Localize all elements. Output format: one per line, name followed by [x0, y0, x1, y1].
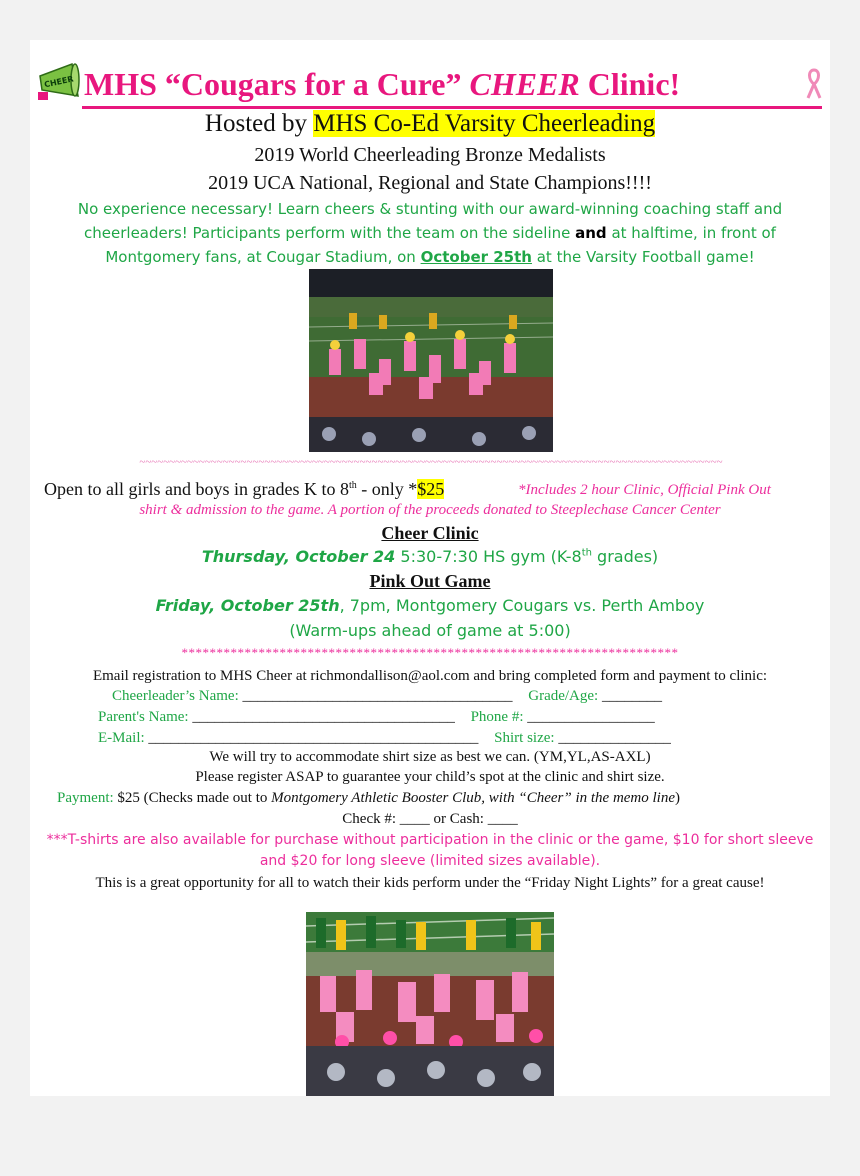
clinic-details [30, 547, 830, 566]
tshirt-line-1: ***T-shirts are also available for purchase without participation in the clinic or the game, $10 for short sleeve [46, 832, 814, 848]
asap-note: Please register ASAP to guarantee your child’s spot at the clinic and shirt size. [195, 769, 665, 785]
champions-line: 2019 UCA National, Regional and State Champions!!!! [208, 172, 652, 194]
parent-name-field[interactable]: ___________________________________ [192, 709, 455, 725]
open-sup: th [348, 480, 357, 491]
hosted-highlight: MHS Co-Ed Varsity Cheerleading [313, 110, 656, 137]
grade-age-field[interactable]: ________ [601, 688, 662, 704]
shirt-size-label: Shirt size: [494, 730, 555, 746]
intro-line-1: No experience necessary! Learn cheers & stunting with our award-winning coaching staff and [77, 200, 783, 218]
check-cash-line: Check #: ____ or Cash: ____ [342, 811, 518, 827]
pink-ribbon-icon [806, 68, 822, 100]
game-details [30, 596, 830, 615]
cheer-team-photo-1 [309, 269, 553, 452]
payment-line [57, 790, 680, 807]
cheerleader-name-field[interactable]: ____________________________________ [242, 688, 513, 704]
intro-date: October 25th [420, 248, 532, 266]
email-registration-line: Email registration to MHS Cheer at richmondallison@aol.com and bring completed form and payment to clinic: [92, 668, 768, 684]
intro-line-3 [30, 248, 830, 266]
phone-field[interactable]: _________________ [527, 709, 655, 725]
payment-text-a: $25 (Checks made out to [113, 790, 272, 806]
warmup-line: (Warm-ups ahead of game at 5:00) [289, 621, 571, 640]
parent-name-row [98, 709, 655, 726]
intro-and: and [575, 224, 607, 242]
email-field[interactable]: ____________________________________________ [148, 730, 479, 746]
hosted-prefix: Hosted by [204, 110, 314, 137]
title-underline [82, 106, 822, 109]
cheerleader-name-row [112, 688, 662, 705]
game-day: Friday, October 25th [155, 596, 340, 615]
intro-line-3a: Montgomery fans, at Cougar Stadium, on [105, 248, 421, 266]
pink-out-heading: Pink Out Game [369, 571, 491, 591]
clinic-sup: th [581, 547, 592, 559]
intro-line-3b: at the Varsity Football game! [531, 248, 755, 266]
title-part2: Clinic! [579, 66, 681, 102]
closing-line: This is a great opportunity for all to watch their kids perform under the “Friday Night Lights” for a great cause! [95, 875, 765, 891]
email-row [98, 730, 671, 747]
phone-label: Phone #: [470, 709, 524, 725]
price: $25 [417, 479, 445, 499]
intro-line-2b: at halftime, in front of [606, 224, 776, 242]
clinic-time-b: grades) [591, 547, 659, 566]
title-row [30, 66, 830, 106]
wave-divider: ~~~~~~~~~~~~~~~~~~~~~~~~~~~~~~~~~~~~~~~~~~~~~~~~~~~~~~~~~~~~~~~~~~~~~~~~~~~~~~~~~~~~~~~~~~~~~~~~~~ [139, 456, 723, 468]
title-italic: CHEER [469, 66, 580, 102]
hosted-by-line [30, 110, 830, 138]
bronze-line: 2019 World Cheerleading Bronze Medalists [254, 144, 606, 166]
flyer-page [30, 40, 830, 1096]
open-line [44, 479, 444, 500]
intro-line-2a: cheerleaders! Participants perform with the team on the sideline [84, 224, 576, 242]
grade-label: Grade/Age: [528, 688, 599, 704]
cheerleader-label: Cheerleader’s Name: [112, 688, 239, 704]
shirt-note: We will try to accommodate shirt size as best we can. (YM,YL,AS-AXL) [209, 749, 651, 765]
megaphone-icon [36, 62, 82, 102]
cheer-team-photo-2 [306, 912, 554, 1096]
parent-label: Parent's Name: [98, 709, 189, 725]
payment-italic: Montgomery Athletic Booster Club, with “Cheer” in the memo line [271, 790, 676, 806]
includes-line-1: *Includes 2 hour Clinic, Official Pink Out [518, 482, 771, 498]
tshirt-line-2: and $20 for long sleeve (limited sizes available). [259, 853, 601, 869]
stars-divider: *********************************************************************** [181, 645, 679, 660]
email-label: E-Mail: [98, 730, 145, 746]
payment-label: Payment: [57, 790, 114, 806]
title-part1: MHS “Cougars for a Cure” [84, 66, 470, 102]
game-detail: , 7pm, Montgomery Cougars vs. Perth Amboy [339, 596, 705, 615]
includes-line-2: shirt & admission to the game. A portion of the proceeds donated to Steeplechase Cancer Center [139, 502, 721, 518]
intro-line-2 [30, 224, 830, 242]
cheer-clinic-heading: Cheer Clinic [381, 523, 479, 543]
page-title [84, 66, 680, 103]
open-text-b: - only * [356, 479, 418, 499]
clinic-time-a: 5:30-7:30 HS gym (K-8 [395, 547, 582, 566]
clinic-day: Thursday, October 24 [201, 547, 396, 566]
payment-text-b: ) [675, 790, 681, 806]
open-text-a: Open to all girls and boys in grades K to 8 [44, 479, 349, 499]
shirt-size-field[interactable]: _______________ [558, 730, 671, 746]
logo-text: CHEER [43, 74, 75, 90]
